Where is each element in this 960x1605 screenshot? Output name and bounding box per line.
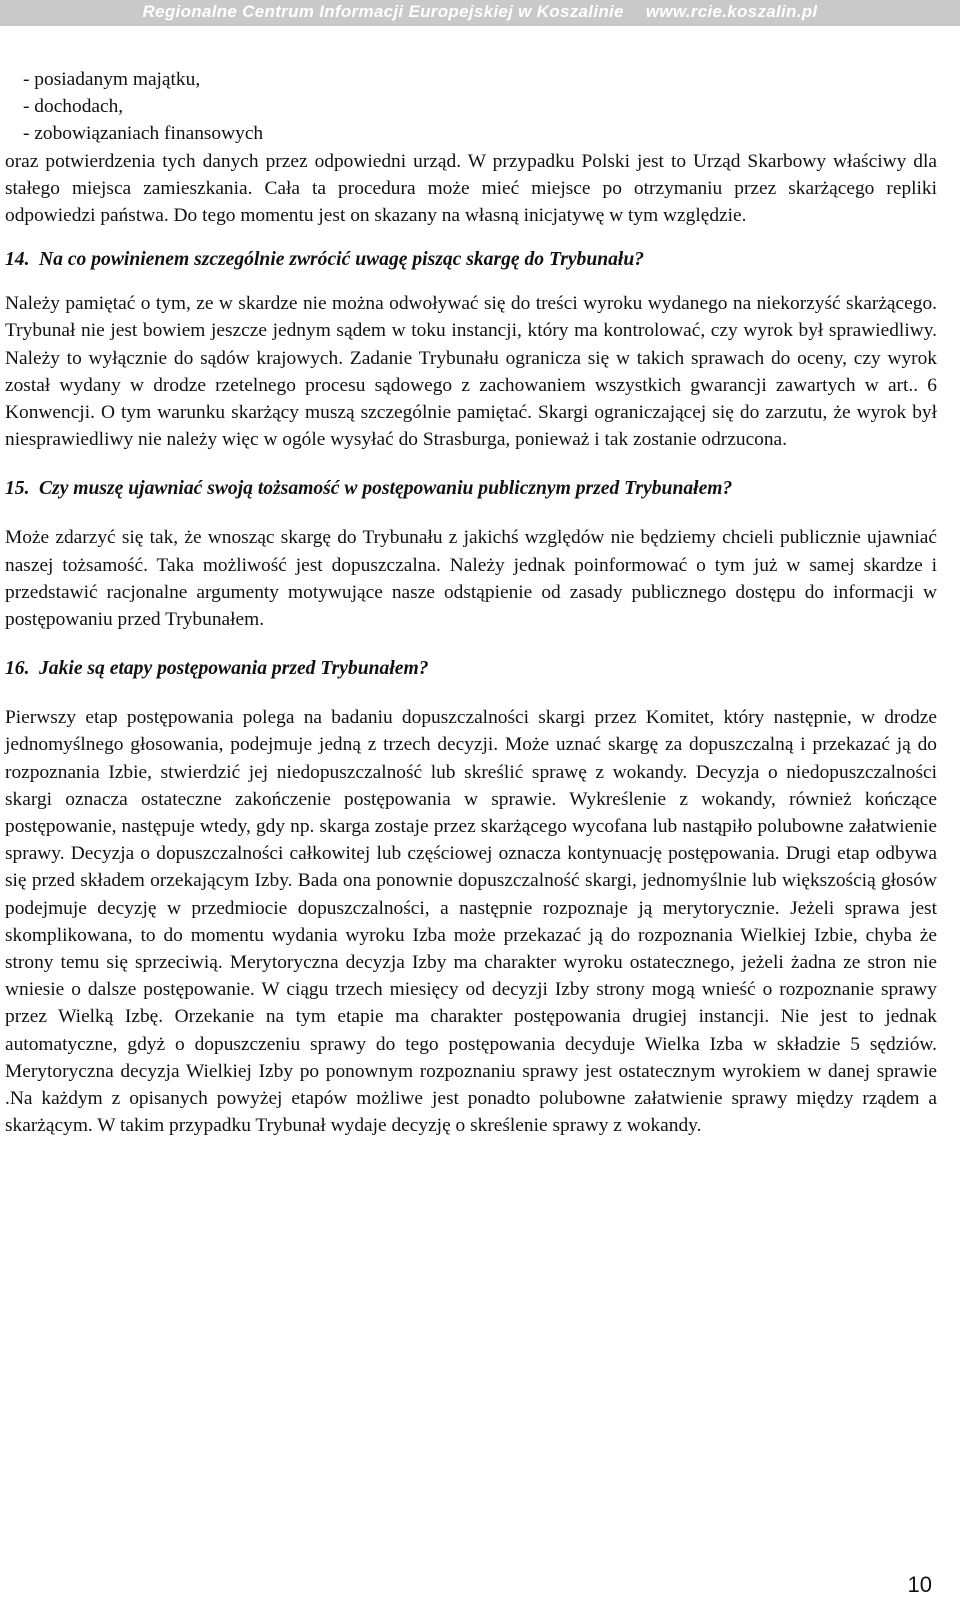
section-heading-14 bbox=[5, 246, 937, 273]
header-text bbox=[0, 2, 960, 22]
header-org: Regionalne Centrum Informacji Europejskiej w Koszalinie bbox=[142, 2, 624, 21]
section-heading-16 bbox=[5, 655, 937, 682]
assets-list bbox=[5, 66, 937, 148]
section-question: Na co powinienem szczególnie zwrócić uwagę pisząc skargę do Trybunału? bbox=[39, 249, 645, 271]
document-body bbox=[5, 66, 937, 1140]
page-number: 10 bbox=[907, 1572, 932, 1597]
list-item: - zobowiązaniach finansowych bbox=[23, 123, 264, 145]
header-band bbox=[0, 0, 960, 26]
section-answer-16: Pierwszy etap postępowania polega na badaniu dopuszczalności skargi przez Komitet, który następnie, w drodze jednomyślnego głosowania, podejmuje jedną z trzech decyzji. Może uznać skargę za dopuszczalną i przekazać ją do rozpoznania Izbie, stwierdzić jej niedopuszczalność lub skreślić sprawę z wokandy. Decyzja o niedopuszczalności skargi oznacza ostateczne zakończenie postępowania w sprawie. Wykreślenie z wokandy, również kończące postępowanie, następuje wtedy, gdy np. skarga zostaje przez skarżącego wycofana lub nastąpiło polubowne załatwienie sprawy. Decyzja o dopuszczalności całkowitej lub częściowej oznacza kontynuację postępowania. Drugi etap odbywa się przed składem orzekającym Izby. Bada ona ponownie dopuszczalność skargi, jednomyślnie lub większością głosów podejmuje decyzję w przedmiocie dopuszczalności, a następnie rozpoznaje ją merytorycznie. Jeżeli sprawa jest skomplikowana, to do momentu wydania wyroku Izba może przekazać ją do rozpoznania Wielkiej Izbie, chyba że strony temu się sprzeciwią. Merytoryczna decyzja Izby ma charakter wyroku ostatecznego, jeżeli żadna ze stron nie wniesie o dalsze postępowanie. W ciągu trzech miesięcy od decyzji Izby strony mogą wnieść o rozpoznanie sprawy przez Wielką Izbę. Orzekanie na tym etapie ma charakter postępowania drugiej instancji. Nie jest to jednak automatyczne, gdyż o dopuszczeniu sprawy do tego postępowania decyduje Wielka Izba w składzie 5 sędziów. Merytoryczna decyzja Wielkiej Izby po ponownym rozpoznaniu sprawy jest ostatecznym wyrokiem w danej sprawie .Na każdym z opisanych powyżej etapów możliwe jest ponadto polubowne załatwienie sprawy między rządem a skarżącym. W takim przypadku Trybunał wydaje decyzję o skreślenie sprawy z wokandy. bbox=[5, 707, 937, 1137]
section-number: 14. bbox=[5, 249, 30, 271]
header-url: www.rcie.koszalin.pl bbox=[645, 2, 818, 21]
section-number: 15. bbox=[5, 478, 30, 500]
intro-paragraph: oraz potwierdzenia tych danych przez odpowiedni urząd. W przypadku Polski jest to Urząd Skarbowy właściwy dla stałego miejsca zamieszkania. Cała ta procedura może mieć miejsce po otrzymaniu przez skarżącego repliki odpowiedzi państwa. Do tego momentu jest on skazany na własną inicjatywę w tym względzie. bbox=[5, 150, 937, 227]
section-question: Jakie są etapy postępowania przed Trybunałem? bbox=[39, 658, 429, 680]
section-answer-15: Może zdarzyć się tak, że wnosząc skargę do Trybunału z jakichś względów nie będziemy chcieli publicznie ujawniać naszej tożsamość. Taka możliwość jest dopuszczalna. Należy jednak poinformować o tym już w samej skardze i przedstawić racjonalne argumenty motywujące nasze odstąpienie od zasady publicznego dostępu do informacji w postępowaniu przed Trybunałem. bbox=[5, 527, 937, 631]
list-item: - dochodach, bbox=[23, 96, 124, 118]
section-heading-15 bbox=[5, 475, 937, 502]
section-number: 16. bbox=[5, 658, 30, 680]
section-question: Czy muszę ujawniać swoją tożsamość w postępowaniu publicznym przed Trybunałem? bbox=[39, 478, 733, 500]
list-item: - posiadanym majątku, bbox=[23, 69, 201, 90]
section-answer-14: Należy pamiętać o tym, ze w skardze nie można odwoływać się do treści wyroku wydanego na niekorzyść skarżącego. Trybunał nie jest bowiem jeszcze jednym sądem w toku instancji, który ma kontrolować, czy wyrok był sprawiedliwy. Należy to wyłącznie do sądów krajowych. Zadanie Trybunału ogranicza się w takich sprawach do oceny, czy wyrok został wydany w drodze rzetelnego procesu sądowego z zachowaniem wszystkich gwarancji zawartych w art.. 6 Konwencji. O tym warunku skarżący muszą szczególnie pamiętać. Skargi ograniczającej się do zarzutu, że wyrok był niesprawiedliwy nie należy więc w ogóle wysyłać do Strasburga, ponieważ i tak zostanie odrzucona. bbox=[5, 293, 937, 451]
